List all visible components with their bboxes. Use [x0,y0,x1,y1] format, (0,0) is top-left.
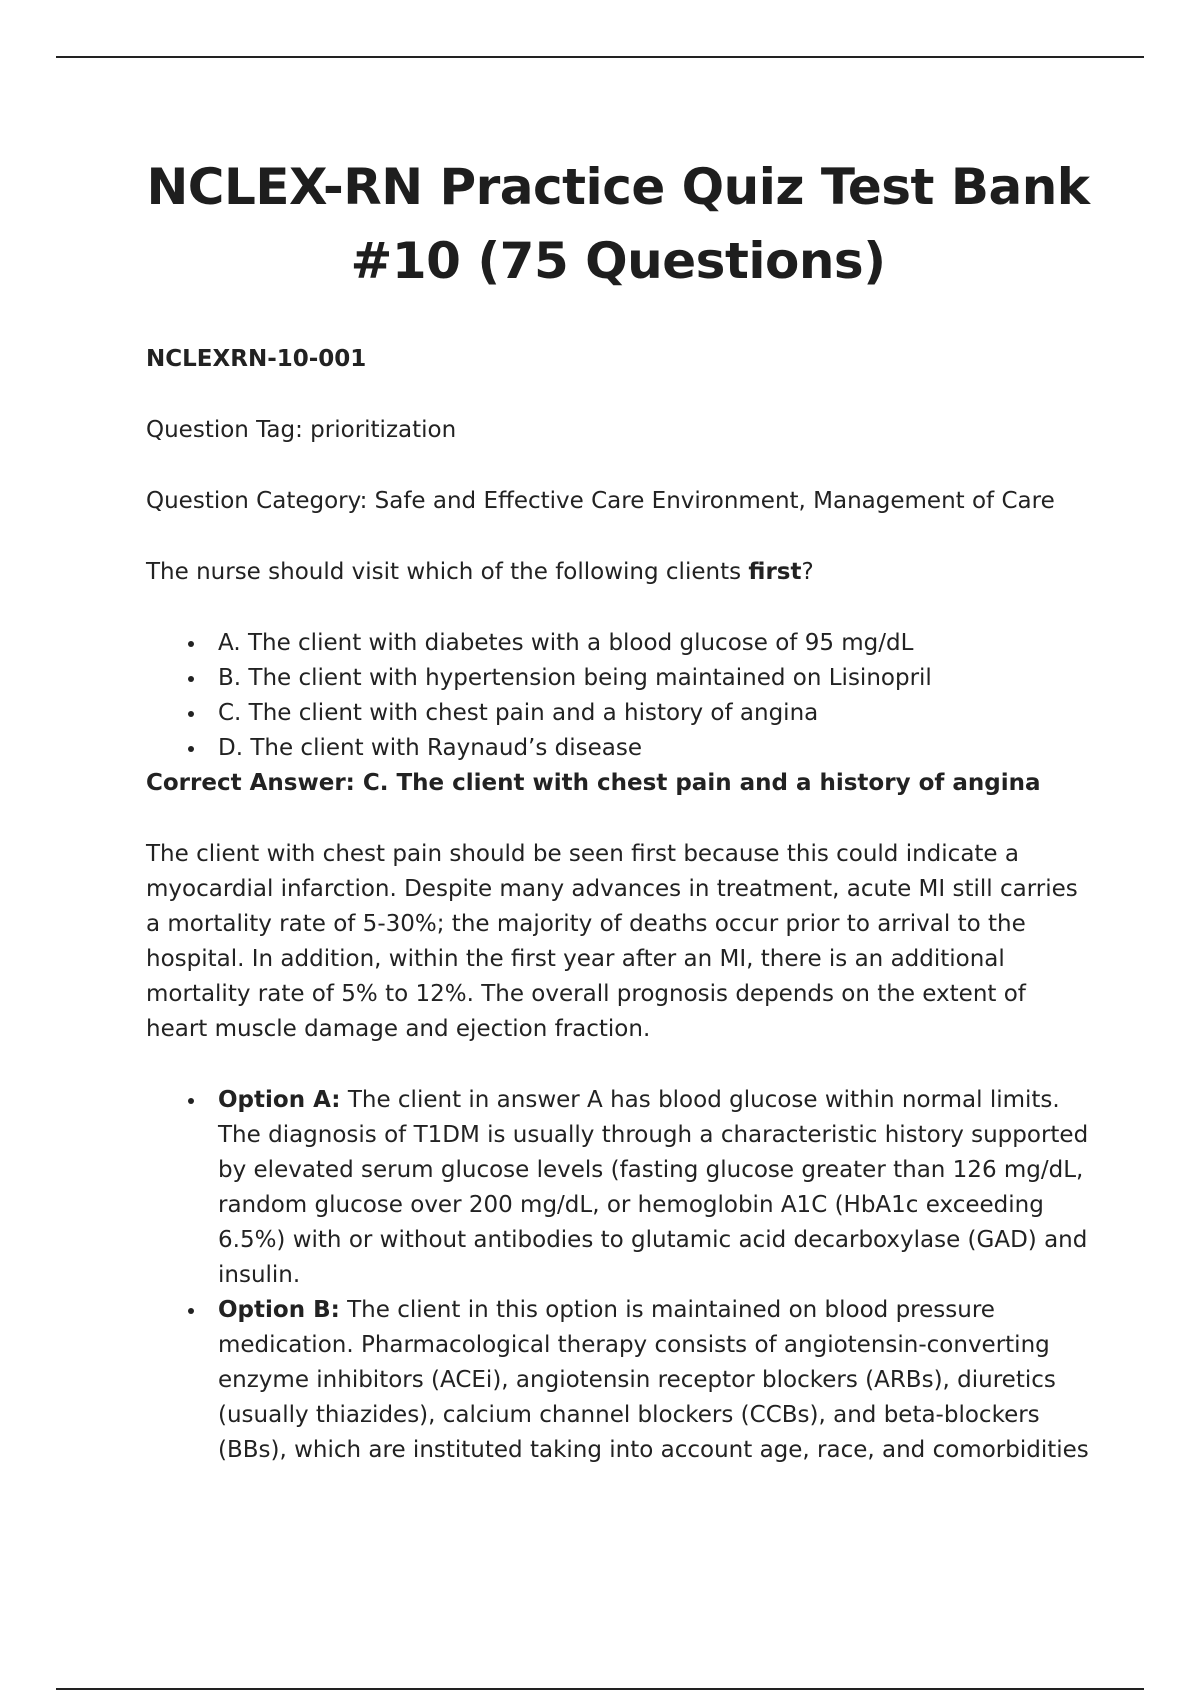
stem-text: The nurse should visit which of the following clients [146,559,749,585]
answer-option-b: B. The client with hypertension being maintained on Lisinopril [218,661,1090,696]
answer-option-c: C. The client with chest pain and a history of angina [218,696,1090,731]
answer-option-a: A. The client with diabetes with a blood glucose of 95 mg/dL [218,626,1090,661]
top-rule [56,56,1144,58]
document-title: NCLEX-RN Practice Quiz Test Bank #10 (75 Questions) [146,158,1090,290]
rationale-option-a [218,1083,1090,1293]
question-stem [146,555,1090,590]
rationale-text-b: The client in this option is maintained on blood pressure medication. Pharmacological therapy consists of angiotensin-converting enzyme inhibitors (ACEi), angiotensin receptor blockers (ARBs), diuretics (usually thiazides), calcium channel blockers (CCBs), and beta-blockers (BBs), which are instituted taking into account age, race, and comorbidities [218,1297,1089,1463]
rationale-list [146,1083,1090,1468]
rationale-label-b: Option B: [218,1297,340,1323]
question-tag: Question Tag: prioritization [146,417,457,443]
answer-options-list [146,626,1090,766]
bottom-rule [56,1688,1144,1690]
rationale-label-a: Option A: [218,1087,341,1113]
stem-emphasis: first [748,559,802,585]
answer-option-d: D. The client with Raynaud’s disease [218,731,1090,766]
rationale-text-a: The client in answer A has blood glucose within normal limits. The diagnosis of T1DM is usually through a characteristic history supported by elevated serum glucose levels (fasting glucose greater than 126 mg/dL, random glucose over 200 mg/dL, or hemoglobin A1C (HbA1c exceeding 6.5%) with or without antibodies to glutamic acid decarboxylase (GAD) and insulin. [218,1087,1089,1288]
correct-answer: Correct Answer: C. The client with chest pain and a history of angina [146,770,1041,796]
question-category: Question Category: Safe and Effective Care Environment, Management of Care [146,488,1055,514]
answer-explanation: The client with chest pain should be seen first because this could indicate a myocardial infarction. Despite many advances in treatment, acute MI still carries a mortality rate of 5-30%; the majority of deaths occur prior to arrival to the hospital. In addition, within the first year after an MI, there is an additional mortality rate of 5% to 12%. The overall prognosis depends on the extent of heart muscle damage and ejection fraction. [146,841,1078,1042]
document-body [146,150,1090,1468]
question-id: NCLEXRN-10-001 [146,346,367,372]
stem-end: ? [801,559,814,585]
rationale-option-b [218,1293,1090,1468]
